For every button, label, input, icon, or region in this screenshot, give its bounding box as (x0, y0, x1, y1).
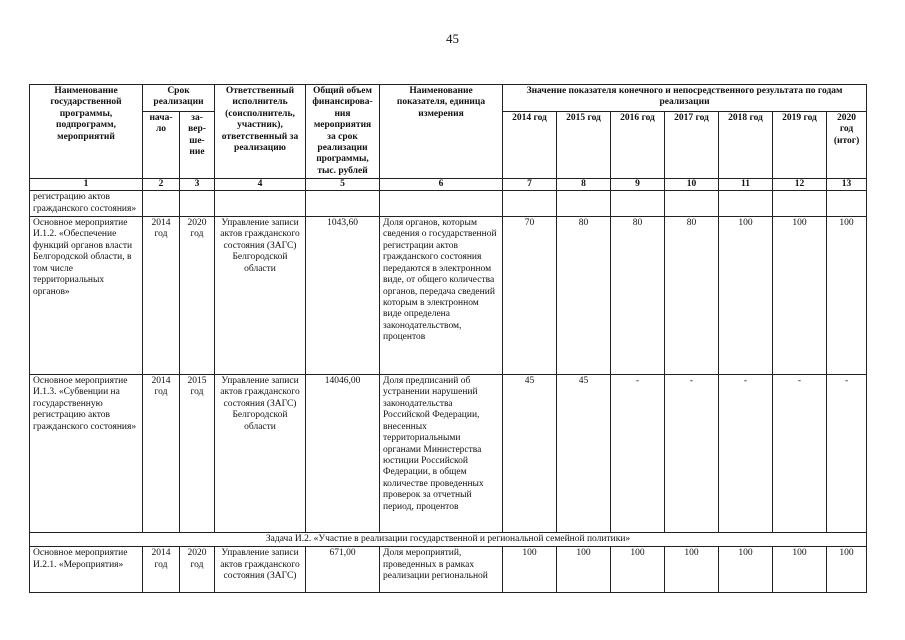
year-value: 80 (665, 217, 719, 375)
indicator: Доля органов, которым сведения о государственной регистрации актов гражданского состояния передаются в электронном виде, от общего количества органов, передача сведений которым в электронном виде определена законодательством, процентов (380, 217, 503, 375)
executor: Управление записи актов гражданского состояния (ЗАГС) (215, 547, 306, 593)
executor: Управление записи актов гражданского состояния (ЗАГС) Белгородской области (215, 217, 306, 375)
column-number: 12 (773, 179, 827, 191)
start-year: 2014 год (143, 547, 180, 593)
end-year: 2015 год (180, 375, 215, 533)
year-value: 100 (719, 217, 773, 375)
header-executor: Ответственный исполнитель (соисполнитель, участник), ответственный за реализацию (215, 85, 306, 179)
end-year: 2020 год (180, 217, 215, 375)
year-value: 100 (503, 547, 557, 593)
column-number: 8 (557, 179, 611, 191)
table-row (30, 217, 867, 375)
year-value: 100 (719, 547, 773, 593)
year-value: 80 (557, 217, 611, 375)
header-name: Наименование государственной программы, подпрограмм, мероприятий (30, 85, 143, 179)
header-indicator: Наименование показателя, единица измерения (380, 85, 503, 179)
year-value: - (773, 375, 827, 533)
finance-amount: 14046,00 (306, 375, 380, 533)
start-year: 2014 год (143, 217, 180, 375)
activity-name: Основное мероприятие И.2.1. «Мероприятия» (30, 547, 143, 593)
activity-name: Основное мероприятие И.1.3. «Субвенции на государственную регистрацию актов гражданского состояния» (30, 375, 143, 533)
year-value: - (611, 375, 665, 533)
header-row (30, 85, 867, 112)
task-heading: Задача И.2. «Участие в реализации государственной и региональной семейной политики» (30, 533, 867, 547)
column-number: 3 (180, 179, 215, 191)
year-value: 100 (773, 547, 827, 593)
table-row (30, 547, 867, 593)
header-year: 2015 год (557, 112, 611, 179)
column-number: 9 (611, 179, 665, 191)
column-number: 13 (827, 179, 867, 191)
indicator: Доля мероприятий, проведенных в рамках реализации региональной (380, 547, 503, 593)
year-value: 100 (665, 547, 719, 593)
page-number: 45 (446, 31, 459, 46)
column-number: 6 (380, 179, 503, 191)
year-value: 45 (503, 375, 557, 533)
start-year: 2014 год (143, 375, 180, 533)
column-number: 4 (215, 179, 306, 191)
header-year: 2016 год (611, 112, 665, 179)
column-number: 1 (30, 179, 143, 191)
year-value: - (719, 375, 773, 533)
header-year: 2017 год (665, 112, 719, 179)
column-number: 10 (665, 179, 719, 191)
header-year: 2014 год (503, 112, 557, 179)
year-value: 100 (773, 217, 827, 375)
header-year: 2018 год (719, 112, 773, 179)
header-term-start: нача-ло (143, 112, 180, 179)
year-value: 100 (827, 547, 867, 593)
header-year: 2020 год (итог) (827, 112, 867, 179)
year-value: - (665, 375, 719, 533)
continuation-row (30, 191, 867, 217)
year-value: 100 (557, 547, 611, 593)
header-finance: Общий объем финансирова-ния мероприятия за срок реализации программы, тыс. рублей (306, 85, 380, 179)
program-table (29, 84, 867, 593)
continuation-text: регистрацию актов гражданского состояния» (30, 191, 143, 217)
header-term: Срок реализации (143, 85, 215, 112)
header-year: 2019 год (773, 112, 827, 179)
column-number: 7 (503, 179, 557, 191)
table-row (30, 375, 867, 533)
year-value: 45 (557, 375, 611, 533)
finance-amount: 671,00 (306, 547, 380, 593)
year-value: 70 (503, 217, 557, 375)
activity-name: Основное мероприятие И.1.2. «Обеспечение функций органов власти Белгородской области, в том числе территориальных органов» (30, 217, 143, 375)
year-value: 80 (611, 217, 665, 375)
header-values-group: Значение показателя конечного и непосредственного результата по годам реализации (503, 85, 867, 112)
header-term-end: за-вер-ше-ние (180, 112, 215, 179)
column-number: 5 (306, 179, 380, 191)
year-value: 100 (827, 217, 867, 375)
task-row (30, 533, 867, 547)
finance-amount: 1043,60 (306, 217, 380, 375)
executor: Управление записи актов гражданского состояния (ЗАГС) Белгородской области (215, 375, 306, 533)
year-value: - (827, 375, 867, 533)
column-number-row (30, 179, 867, 191)
year-value: 100 (611, 547, 665, 593)
column-number: 2 (143, 179, 180, 191)
end-year: 2020 год (180, 547, 215, 593)
column-number: 11 (719, 179, 773, 191)
indicator: Доля предписаний об устранении нарушений законодательства Российской Федерации, внесенных территориальными органами Министерства юстиции Российской Федерации, в общем количестве проведенных проверок за отчетный период, процентов (380, 375, 503, 533)
